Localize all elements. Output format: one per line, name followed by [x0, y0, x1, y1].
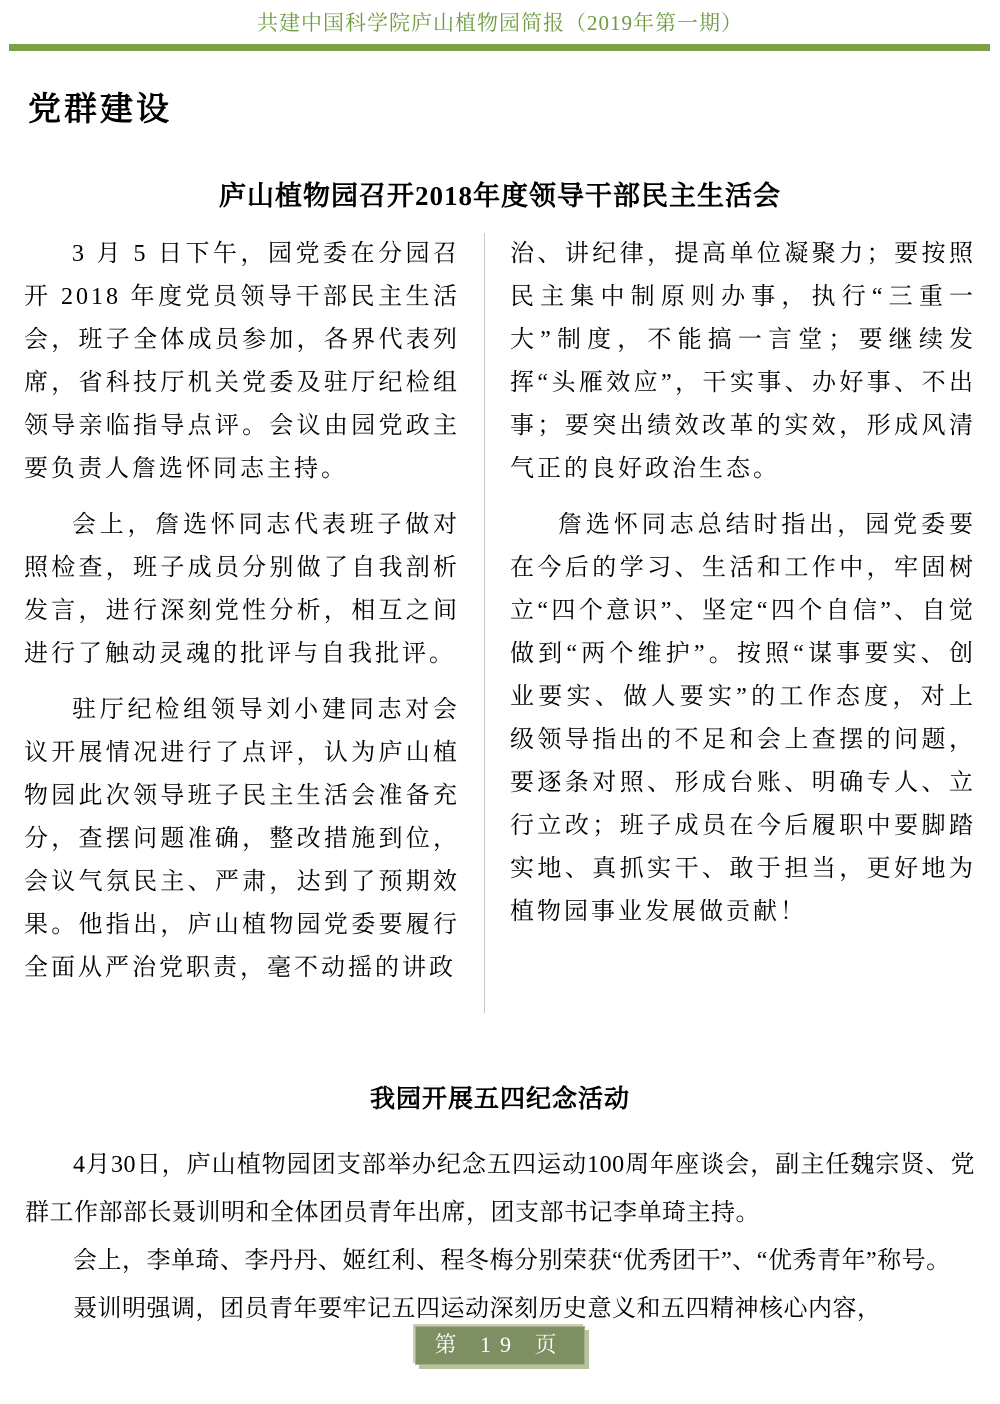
- article1-two-column-body: [24, 233, 976, 1013]
- article1-left-paragraph-2: 会上，詹选怀同志代表班子做对照检查，班子成员分别做了自我剖析发言，进行深刻党性分析，相互之间进行了触动灵魂的批评与自我批评。: [24, 512, 460, 667]
- newsletter-header-title: 共建中国科学院庐山植物园简报（2019年第一期）: [257, 11, 743, 35]
- header-rule-bar: [9, 44, 990, 51]
- page-number-badge: 第 19 页: [415, 1326, 584, 1365]
- article1-left-paragraph-1: 3 月 5 日下午，园党委在分园召开 2018 年度党员领导干部民主生活会，班子全体成员参加，各界代表列席，省科技厅机关党委及驻厅纪检组领导亲临指导点评。会议由园党政主要负责人詹选怀同志主持。: [24, 241, 460, 482]
- article1-left-column: [24, 233, 460, 1013]
- article2-paragraph-2: 会上，李单琦、李丹丹、姬红利、程冬梅分别荣获“优秀团干”、“优秀青年”称号。: [73, 1248, 951, 1274]
- article2-paragraph-1: 4月30日，庐山植物园团支部举办纪念五四运动100周年座谈会，副主任魏宗贤、党群工作部部长聂训明和全体团员青年出席，团支部书记李单琦主持。: [25, 1152, 975, 1226]
- article1-right-paragraph-1-continuation: 治、讲纪律，提高单位凝聚力；要按照民主集中制原则办事，执行“三重一大”制度，不能搞一言堂；要继续发挥“头雁效应”，干实事、办好事、不出事；要突出绩效改革的实效，形成风清气正的良好政治生态。: [510, 241, 976, 482]
- section-heading: 党群建设: [28, 92, 172, 128]
- article1-right-column: [485, 233, 976, 1013]
- page-footer: [0, 1326, 1000, 1365]
- article1-left-paragraph-3: 驻厅纪检组领导刘小建同志对会议开展情况进行了点评，认为庐山植物园此次领导班子民主生活会准备充分，查摆问题准确，整改措施到位，会议气氛民主、严肃，达到了预期效果。他指出，庐山植物园党委要履行全面从严治党职责，毫不动摇的讲政: [24, 697, 460, 981]
- article2-title: 我园开展五四纪念活动: [369, 1085, 630, 1113]
- article1-right-paragraph-2: 詹选怀同志总结时指出，园党委要在今后的学习、生活和工作中，牢固树立“四个意识”、坚定“四个自信”、自觉做到“两个维护”。按照“谋事要实、创业要实、做人要实”的工作态度，对上级领导指出的不足和会上查摆的问题，要逐条对照、形成台账、明确专人、立行立改；班子成员在今后履职中要脚踏实地、真抓实干、敢于担当，更好地为植物园事业发展做贡献！: [510, 512, 976, 925]
- article2-body: [25, 1141, 975, 1333]
- article2-paragraph-3: 聂训明强调，团员青年要牢记五四运动深刻历史意义和五四精神核心内容，: [73, 1296, 882, 1322]
- article1-title: 庐山植物园召开2018年度领导干部民主生活会: [219, 181, 781, 211]
